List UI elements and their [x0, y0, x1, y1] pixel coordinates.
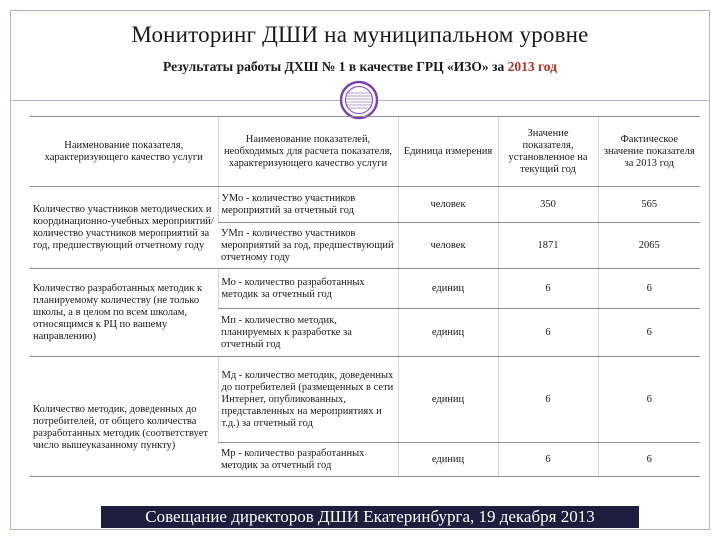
unit-cell: единиц — [398, 443, 498, 477]
column-header: Фактическое значение показателя за 2013 год — [598, 117, 700, 187]
column-header: Наименование показателя, характеризующего качество услуги — [30, 117, 218, 187]
circle-ornament-icon — [339, 80, 379, 120]
planned-value-cell: 6 — [498, 443, 598, 477]
parameter-cell: Мд - количество методик, доведенных до потребителей (размещенных в сети Интернет, опубликованных, представленных на мероприятиях и т.д.) за отчетный год — [218, 357, 398, 443]
parameter-cell: Мо - количество разработанных методик за отчетный год — [218, 269, 398, 309]
table-row — [30, 357, 700, 443]
actual-value-cell: 6 — [598, 357, 700, 443]
unit-cell: единиц — [398, 309, 498, 357]
unit-cell: человек — [398, 223, 498, 269]
actual-value-cell: 6 — [598, 309, 700, 357]
column-header: Наименование показателей, необходимых для расчета показателя, характеризующего качество услуги — [218, 117, 398, 187]
actual-value-cell: 565 — [598, 187, 700, 223]
unit-cell: человек — [398, 187, 498, 223]
parameter-cell: Мп - количество методик, планируемых к разработке за отчетный год — [218, 309, 398, 357]
actual-value-cell: 6 — [598, 269, 700, 309]
unit-cell: единиц — [398, 357, 498, 443]
parameter-cell: УМп - количество участников мероприятий за год, предшествующий отчетному году — [218, 223, 398, 269]
column-header: Единица измерения — [398, 117, 498, 187]
subtitle-year: 2013 год — [507, 59, 557, 74]
table-header-row — [30, 117, 700, 187]
planned-value-cell: 1871 — [498, 223, 598, 269]
actual-value-cell: 2065 — [598, 223, 700, 269]
indicator-cell: Количество участников методических и координационно-учебных мероприятий/ количество участников мероприятий за год, предшествующий отчетному году — [30, 187, 218, 269]
planned-value-cell: 6 — [498, 309, 598, 357]
indicator-cell: Количество методик, доведенных до потребителей, от общего количества разработанных методик (соответствует число вышеуказанному пункту) — [30, 357, 218, 477]
planned-value-cell: 350 — [498, 187, 598, 223]
unit-cell: единиц — [398, 269, 498, 309]
indicator-cell: Количество разработанных методик к планируемому количеству (не только школы, а в целом по всем школам, относящимся к РЦ по вашему направлению) — [30, 269, 218, 357]
footer-banner: Совещание директоров ДШИ Екатеринбурга, 19 декабря 2013 — [101, 506, 639, 528]
table-row — [30, 269, 700, 309]
actual-value-cell: 6 — [598, 443, 700, 477]
slide-subtitle — [0, 59, 720, 75]
slide-title: Мониторинг ДШИ на муниципальном уровне — [131, 22, 589, 47]
parameter-cell: Мр - количество разработанных методик за отчетный год — [218, 443, 398, 477]
planned-value-cell: 6 — [498, 357, 598, 443]
parameter-cell: УМо - количество участников мероприятий за отчетный год — [218, 187, 398, 223]
subtitle-text: Результаты работы ДХШ № 1 в качестве ГРЦ «ИЗО» за — [163, 59, 505, 74]
table-row — [30, 187, 700, 223]
planned-value-cell: 6 — [498, 269, 598, 309]
monitoring-table — [30, 116, 700, 477]
column-header: Значение показателя, установленное на текущий год — [498, 117, 598, 187]
